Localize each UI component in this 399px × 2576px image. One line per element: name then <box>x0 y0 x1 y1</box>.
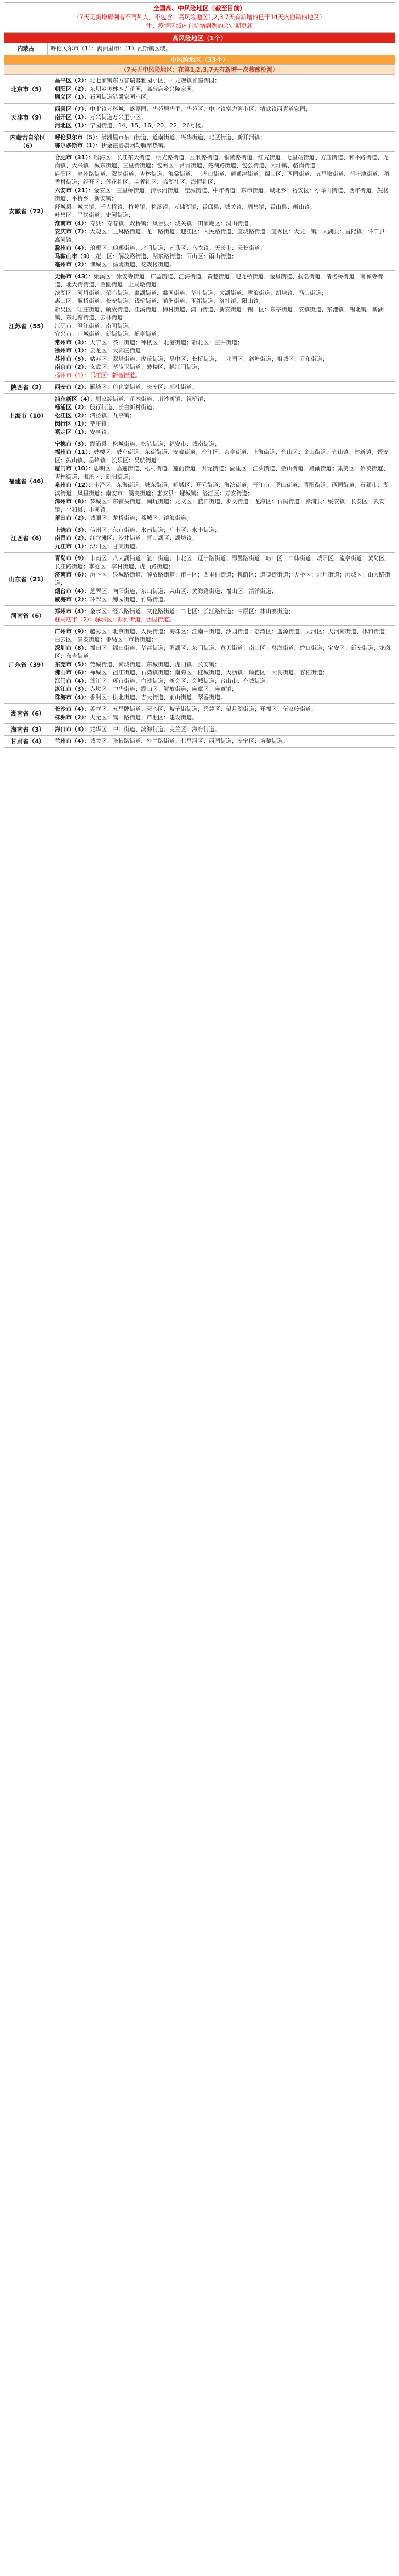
city-name: 安庆市（7） <box>55 228 85 235</box>
area-line <box>55 526 392 534</box>
city-name: 呼伦贝尔市（5） <box>55 134 96 141</box>
area-line <box>55 669 392 677</box>
province-name: 上海市（10） <box>4 394 52 438</box>
area-text: 新吴区：旺庄街道、硕放街道、江溪街道、梅村街道、鸿山街道、新安街道；锡山区：东亭街道、安镇街道、东港镇、锡北镇、鹅湖镇、东北塘街道、云林街道； <box>55 306 384 321</box>
city-name: 宁德市（3） <box>55 440 85 447</box>
city-name: 徐州市（1） <box>55 347 85 354</box>
area-text: ：鼓楼区：鼓东街道、东街街道、安泰街道；台江区：茶亭街道、上海街道；仓山区：金山街道、仓山镇、建新镇；晋安区：鼓山镇、岳峰镇；长乐区：吴航街道； <box>55 449 389 464</box>
city-name: 亳州市（2） <box>55 261 85 268</box>
area-text: ：浔阳区：甘棠街道。 <box>84 543 141 550</box>
area-line <box>55 252 392 261</box>
area-text: 叶集区：平岗街道、史河街道； <box>55 212 134 218</box>
province-name: 陕西省（2） <box>4 382 52 394</box>
city-name: 杨浦区（2） <box>55 404 85 411</box>
area-line <box>55 685 392 693</box>
city-name: 海口市（3） <box>55 726 85 733</box>
high-risk-row <box>4 43 395 55</box>
area-text: ：香洲区：拱北街道、吉大街道、前山街道、翠香街道。 <box>84 694 226 701</box>
province-name: 天津市（9） <box>4 104 52 132</box>
area-line <box>55 403 392 412</box>
area-text: ：花山区：解放路街道、湖东路街道；雨山区：雨山街道； <box>90 253 238 260</box>
area-line <box>55 596 392 604</box>
province-name: 福建省（46） <box>4 438 52 524</box>
area-text: ：殷行街道、长白新村街道； <box>84 404 158 411</box>
province-areas <box>52 704 395 724</box>
area-text: 江阴市：澄江街道、南闸街道。 <box>55 323 134 329</box>
city-name: 厦门市（10） <box>55 465 88 472</box>
province-areas <box>52 606 395 626</box>
area-line <box>55 122 392 130</box>
area-line <box>55 693 392 702</box>
city-name: 合肥市（31） <box>55 154 88 161</box>
city-name: 郑州市（4） <box>55 608 85 615</box>
area-line <box>55 554 392 571</box>
area-text: 驻马店市（2）：驿城区：顺河街道、西园街道。 <box>55 616 175 623</box>
area-text: 舒城县：城关镇、千人桥镇、杭埠镇、桃溪镇、万佛湖镇；霍邱县：城关镇、周集镇；霍山县：衡山镇； <box>55 204 315 210</box>
province-areas <box>52 553 395 606</box>
province-row <box>4 382 395 394</box>
area-line <box>55 306 392 322</box>
area-text: ：姑苏区：双塔街道、虎丘街道；吴中区：长桥街道；工业园区：斜塘街道；相城区：元和街道； <box>84 355 328 362</box>
city-name: 湛江市（3） <box>55 686 85 692</box>
area-line <box>55 297 392 306</box>
city-name: 深圳市（8） <box>55 645 85 651</box>
area-line <box>55 481 392 498</box>
area-text: ：信州区：东市街道、水南街道；广丰区：永丰街道； <box>84 527 221 533</box>
title-note-1: （7天无新增病例者不再列入，不包含：高风险地区1,2,3,7天有新增的已于14天内撤销的地区） <box>74 13 325 21</box>
area-line <box>55 93 392 101</box>
province-name: 河南省（6） <box>4 606 52 626</box>
area-text: ：东坝乡奥林匹克花园，高碑店乡兴隆家园。 <box>84 86 198 92</box>
area-line <box>55 347 392 355</box>
city-name: 株洲市（2） <box>55 714 85 721</box>
city-name: 西青区（7） <box>55 106 85 112</box>
area-text: 庐阳区：亳州路街道、双岗街道、杏林街道、海棠街道、三孝口街道、逍遥津街道；蜀山区：西园街道、五里墩街道、荷叶地街道、稻香村街道；经开区：莲花社区、芙蓉社区、临湖社区、海恒社区； <box>55 171 389 185</box>
area-text: ：天宁区：茶山街道；钟楼区：北港街道；新北区：三井街道； <box>84 339 243 346</box>
area-line <box>55 660 392 669</box>
province-name: 山东省（21） <box>4 553 52 606</box>
city-name: 漳州市（8） <box>55 498 85 505</box>
city-name: 西安市（2） <box>55 384 85 391</box>
area-text: ：万兴街道万兴里小区； <box>84 114 147 121</box>
area-line <box>55 571 392 587</box>
city-name: 昌平区（2） <box>55 77 85 84</box>
area-text: ：谯城区：汤陵街道、花戏楼街道。 <box>84 261 175 268</box>
area-text: ：玄武区：孝陵卫街道；鼓楼区：挹江门街道； <box>84 364 204 370</box>
area-text: ：福田区：福田街道、华富街道；罗湖区：东门街道、黄贝街道；南山区：粤海街道、蛇口街道；宝安区：新安街道；龙岗区：布吉街道； <box>55 645 391 659</box>
city-name: 珠海市（4） <box>55 694 85 701</box>
city-name: 烟台市（4） <box>55 588 85 595</box>
area-line <box>55 289 392 297</box>
area-text: ：雁塔区：鱼化寨街道；长安区：郭杜街道。 <box>84 384 198 391</box>
area-text: ：石园街道港馨家园小区。 <box>84 94 153 100</box>
area-text: ：芗城区：东铺头街道、南坑街道；龙文区：蓝田街道、步文街道；龙海区：石码街道；漳浦县：绥安镇；长泰区：武安镇；平和县：小溪镇； <box>55 498 385 513</box>
area-text: ：市南区：八大湖街道、湛山街道；市北区：辽宁路街道、即墨路街道；崂山区：中韩街道；城阳区：流亭街道；黄岛区：长江路街道；李沧区：李村街道、虎山路街道； <box>55 555 391 570</box>
area-text: ：城关区：张掖路街道、皋兰路街道；七里河区：西园街道；安宁区：培黎街道。 <box>84 738 289 744</box>
city-name: 南开区（1） <box>55 114 85 121</box>
city-name: 松江区（2） <box>55 412 85 419</box>
city-name: 淮南市（4） <box>55 220 85 227</box>
city-name: 青岛市（9） <box>55 555 85 562</box>
province-row <box>4 394 395 438</box>
area-line <box>55 142 392 150</box>
area-line <box>55 355 392 363</box>
area-text: ：芙蓉区：五里牌街道；天心区：坡子街街道；岳麓区：望月湖街道；开福区：伍家岭街道； <box>84 706 317 713</box>
city-name: 河北区（1） <box>55 122 85 129</box>
province-row <box>4 736 395 748</box>
province-row <box>4 724 395 736</box>
city-name: 南昌市（2） <box>55 535 85 541</box>
city-name: 南京市（2） <box>55 364 85 370</box>
area-line <box>55 616 392 624</box>
area-text: ：宁园街道，14、15、16、20、22、26号楼。 <box>84 122 207 129</box>
city-name: 无锡市（43） <box>55 273 88 280</box>
province-name: 北京市（5） <box>4 75 52 104</box>
area-text: ：蓬江区：环市街道、白沙街道；新会区：会城街道；台山市：台城街道； <box>84 677 272 684</box>
area-text: ：寿县：寿春镇、双桥镇；凤台县：城关镇；田家庵区：洞山街道； <box>84 220 255 227</box>
city-name: 上饶市（3） <box>55 527 85 533</box>
area-line <box>55 737 392 745</box>
area-text: ：梁溪区：崇安寺街道、广益街道、江海街道、黄巷街道、迎龙桥街道、金星街道、扬名街道、清名桥街道、南禅寺街道、北大街街道、金匮街道、上马墩街道； <box>55 273 383 288</box>
province-name: 内蒙古自治区（6） <box>4 132 52 152</box>
area-line <box>55 363 392 371</box>
area-text: ：金安区：三里桥街道、清水河街道、望城街道、中市街道、东市街道、城北乡；裕安区：小华山街道、西市街道、鼓楼街道、平桥乡、新安镇； <box>55 187 389 202</box>
area-text: ：思明区：嘉莲街道、梧村街道、莲前街道、开元街道；湖里区：江头街道、金山街道、殿前街道；集美区：侨英街道、杏林街道；海沧区：新阳街道； <box>55 465 389 480</box>
area-line <box>55 383 392 392</box>
area-text: ：历下区：泉城路街道、解放路街道；市中区：四里村街道；槐荫区：道德街街道；天桥区：北坦街道；历城区：山大路街道； <box>55 571 391 586</box>
area-text: ：红谷滩区：沙井街道；青山湖区：湖坊镇； <box>84 535 198 541</box>
area-text: ：环翠区：鲸园街道、竹岛街道。 <box>84 596 170 603</box>
province-row <box>4 75 395 104</box>
area-text: ：大观区：玉琳路街道、龙山路街道；迎江区：人民路街道、宜城路街道；宜秀区：大龙山镇；太湖县：晋熙镇；怀宁县：高河镇； <box>55 228 391 243</box>
city-name: 滁州市（4） <box>55 245 85 251</box>
province-areas <box>52 104 395 132</box>
province-row <box>4 104 395 132</box>
area-text: ：丰泽区：东海街道、城东街道；鲤城区：开元街道、海滨街道；晋江市：罗山街道、青阳街道、西园街道；石狮市：湖滨街道、凤里街道；南安市：溪美街道；惠安县：螺城镇；洛江区：万安街道； <box>55 482 389 497</box>
mid-risk-table <box>4 75 395 748</box>
city-name: 闵行区（1） <box>55 420 85 427</box>
area-text: ：金水区：经八路街道、文化路街道；二七区：长江路街道；中原区：林山寨街道； <box>84 608 294 615</box>
province-row <box>4 438 395 524</box>
area-line <box>55 534 392 543</box>
area-line <box>55 428 392 436</box>
province-row <box>4 132 395 152</box>
city-name: 济南市（6） <box>55 571 85 578</box>
area-text: ：芝罘区：向阳街道、东山街道；莱山区：黄海路街道；福山区：清洋街道； <box>84 588 277 595</box>
area-text: ：莞城街道、南城街道、东城街道、虎门镇、长安镇； <box>84 661 221 668</box>
city-name: 东莞市（5） <box>55 661 85 668</box>
area-line <box>55 607 392 616</box>
province-name: 甘肃省（4） <box>4 736 52 748</box>
area-text: 惠山区：堰桥街道、长安街道、钱桥街道、前洲街道、玉祁街道、洛社镇、阳山镇； <box>55 298 264 304</box>
mid-risk-header: 中风险地区（33个） <box>4 55 395 65</box>
province-areas <box>52 438 395 524</box>
area-text: 宜兴市：宜城街道、新街街道、屺亭街道； <box>55 331 162 337</box>
area-text: ：天元区：嵩山路街道；芦淞区：建设街道。 <box>84 714 198 721</box>
province-areas <box>52 382 395 394</box>
area-line <box>55 420 392 428</box>
province-row <box>4 152 395 271</box>
area-line <box>55 113 392 122</box>
city-name: 泉州市（12） <box>55 482 88 488</box>
area-text: 滨湖区：河埒街道、荣巷街道、蠡湖街道、蠡园街道、华庄街道、太湖街道、雪浪街道、胡埭镇、马山街道； <box>55 290 327 296</box>
area-text: 扬州市（1）：邗江区：新盛街道。 <box>55 372 141 379</box>
province-name: 安徽省（72） <box>4 152 52 271</box>
area-line <box>55 338 392 347</box>
high-risk-province: 内蒙古 <box>4 43 48 55</box>
area-line <box>55 261 392 269</box>
area-text: ：泗泾镇、九亭镇； <box>84 412 136 419</box>
area-text: ：琅琊区：琅琊街道、北门街道；南谯区：乌衣镇；天长市：天长街道； <box>84 245 266 251</box>
city-name: 佛山市（6） <box>55 669 85 676</box>
area-line <box>55 322 392 330</box>
area-text: ：中北镇万科城、盛嘉园、华苑居华里、华苑区、中北镇富力湾小区、精武镇西青道家园； <box>84 106 311 112</box>
province-name: 海南省（3） <box>4 724 52 736</box>
area-text: ：北七家镇东方普瑞馨雅园小区，回龙观镇首座御园； <box>84 77 221 84</box>
area-line <box>55 395 392 403</box>
area-text: ：霞浦县：松城街道、松港街道；福安市：城南街道； <box>84 440 221 447</box>
area-line <box>55 705 392 714</box>
province-areas <box>52 524 395 553</box>
city-name: 鄂尔多斯市（1） <box>55 142 96 149</box>
city-name: 常州市（3） <box>55 339 85 346</box>
area-line <box>55 273 392 289</box>
city-name: 兰州市（4） <box>55 738 85 744</box>
area-line <box>55 330 392 338</box>
bulletin-title: 全国高、中风险地区（截至目前） <box>153 5 246 12</box>
city-name: 嘉定区（1） <box>55 429 85 435</box>
city-name: 广州市（9） <box>55 628 85 635</box>
area-line <box>55 714 392 722</box>
area-line <box>55 154 392 170</box>
city-name: 苏州市（5） <box>55 355 85 362</box>
area-text: ：安亭镇。 <box>84 429 113 435</box>
high-risk-text: 呼伦贝尔市（1）：满洲里市：（1）瓦斯镇区域。 <box>51 45 171 52</box>
area-line <box>55 85 392 93</box>
city-name: 六安市（21） <box>55 187 88 194</box>
area-line <box>55 105 392 113</box>
area-text: ：越秀区：北京街道、人民街道；海珠区：江南中街道、沙园街道；荔湾区：逢源街道；天河区：天河南街道、林和街道；白云区：景泰街道；番禺区：市桥街道； <box>55 628 391 643</box>
province-row <box>4 553 395 606</box>
city-name: 江门市（4） <box>55 677 85 684</box>
province-areas <box>52 132 395 152</box>
area-line <box>55 440 392 448</box>
city-name: 朝阳区（2） <box>55 86 85 92</box>
area-text: ：伊金霍洛旗阿勒腾席热镇。 <box>95 142 170 149</box>
area-text: ：满洲里市东山街道、道南街道、兴华街道、北区街道、新开河镇； <box>95 134 266 141</box>
province-areas <box>52 626 395 704</box>
city-name: 威海市（2） <box>55 596 85 603</box>
area-line <box>55 412 392 420</box>
area-line <box>55 228 392 244</box>
province-areas <box>52 394 395 438</box>
area-line <box>55 187 392 203</box>
province-name: 江苏省（55） <box>4 271 52 382</box>
area-line <box>55 543 392 551</box>
area-text: ：赤坎区：中华街道；霞山区：解放街道；麻章区：麻章镇； <box>84 686 238 692</box>
area-text: ：云龙区：大郭庄街道； <box>84 347 147 354</box>
area-text: ：禅城区：祖庙街道、石湾镇街道；南海区：桂城街道、大沥镇；顺德区：大良街道、容桂街道； <box>84 669 328 676</box>
title-block <box>4 2 395 33</box>
area-text: ：城厢区：龙桥街道；荔城区：镇海街道。 <box>84 515 192 521</box>
mid-risk-subheader: （7天无中风险地区：在第1,2,3,7天有新增一次核酸检测） <box>4 65 395 75</box>
province-row <box>4 271 395 382</box>
city-name: 莆田市（2） <box>55 515 85 521</box>
area-line <box>55 77 392 85</box>
city-name: 长沙市（4） <box>55 706 85 713</box>
city-name: 浦东新区（4） <box>55 396 90 402</box>
province-name: 湖南省（6） <box>4 704 52 724</box>
area-line <box>55 465 392 481</box>
city-name: 马鞍山市（3） <box>55 253 90 260</box>
area-line <box>55 628 392 644</box>
area-line <box>55 725 392 734</box>
area-line <box>55 211 392 219</box>
province-name: 广东省（39） <box>4 626 52 704</box>
area-line <box>55 514 392 522</box>
province-areas <box>52 736 395 748</box>
city-name: 福州市（11） <box>55 449 88 455</box>
area-line <box>55 644 392 660</box>
city-name: 九江市（1） <box>55 543 85 550</box>
city-name: 顺义区（1） <box>55 94 85 100</box>
title-note-2: 注：疫情区域内有新增病例的会定期更新 <box>146 22 253 29</box>
area-line <box>55 498 392 514</box>
province-row <box>4 606 395 626</box>
area-line <box>55 677 392 685</box>
province-areas <box>52 152 395 271</box>
province-row <box>4 626 395 704</box>
area-line <box>55 133 392 142</box>
area-text: ：莘庄镇； <box>84 420 113 427</box>
province-areas <box>52 271 395 382</box>
province-row <box>4 704 395 724</box>
province-areas <box>52 75 395 104</box>
area-text: ：周家渡街道、花木街道、川沙新镇、祝桥镇； <box>90 396 209 402</box>
province-row <box>4 524 395 553</box>
area-line <box>55 170 392 187</box>
area-line <box>55 203 392 211</box>
high-risk-header: 高风险地区（1个） <box>4 33 395 43</box>
bulletin-sheet <box>4 2 395 748</box>
area-text: ：龙华区：中山街道、滨海街道；美兰区：海府街道。 <box>84 726 221 733</box>
area-line <box>55 371 392 380</box>
area-line <box>55 244 392 252</box>
province-areas <box>52 724 395 736</box>
province-name: 江西省（6） <box>4 524 52 553</box>
area-line <box>55 587 392 596</box>
area-line <box>55 219 392 228</box>
area-line <box>55 448 392 465</box>
area-text: ：瑶海区：长江东大街道、明光路街道、胜利路街道、铜陵路街道、红光街道、七里站街道、方庙街道、和平路街道、龙岗镇、大兴镇、城东街道、三里街街道；包河区：常青街道、芜湖路街道、包公街道、大圩镇、骆岗街道； <box>55 154 389 169</box>
